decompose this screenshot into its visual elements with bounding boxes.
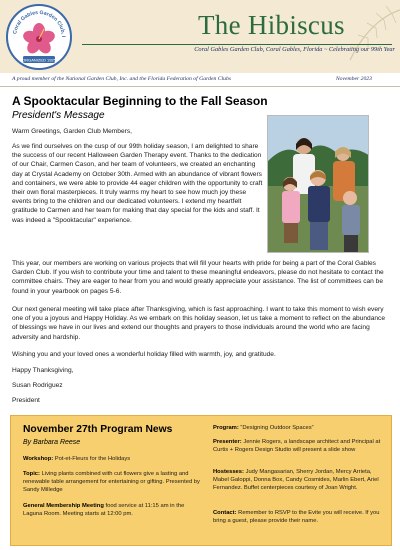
masthead-rule <box>82 44 392 45</box>
hibiscus-logo-icon <box>8 6 70 68</box>
presenter-section: Presenter: Jennie Rogers, a landscape architect and Principal at Curtis + Rogers Design Studio will present a slide show <box>213 439 381 453</box>
signature-role: President <box>12 397 40 404</box>
article-subhead: President's Message <box>12 110 105 121</box>
paragraph-3: Our next general meeting will take place after Thanksgiving, which is fast approaching. I want to take this moment to wish every one of you a joyous and Happy Holiday. As we embark on this holiday season, let us take a moment to reflect on the abundance of blessings we have in our lives and extend our thoughts and prayers to those individuals around the world who are facing adversity and hardship. <box>12 306 386 341</box>
newsletter-title: The Hibiscus <box>198 10 345 40</box>
paragraph-2: This year, our members are working on various projects that will fill your hearts with pride for being a part of the Coral Gables Garden Club. If you wish to contribute your time and talent to these meaningful endeavors, please do not hesitate to contact the committee chairs. They are eager to hear from you and would greatly appreciate your assistance. The list of committees can be found in your yearbook on pages 5-6. <box>12 260 384 295</box>
svg-text:ORGANIZED 1925: ORGANIZED 1925 <box>22 57 56 63</box>
masthead <box>0 0 400 74</box>
contact-section: Contact: Remember to RSVP to the Evite you will receive. If you bring a guest, please provide their name. <box>213 510 380 524</box>
event-photo <box>267 115 369 253</box>
program-title: November 27th Program News <box>23 424 173 435</box>
closing: Happy Thanksgiving, <box>12 367 74 374</box>
greeting: Warm Greetings, Garden Club Members, <box>12 128 132 135</box>
volunteers-photo-image <box>268 116 369 253</box>
club-logo <box>6 4 72 70</box>
membership-line: A proud member of the National Garden Club, Inc. and the Florida Federation of Garden Clubs <box>12 76 232 82</box>
paragraph-4: Wishing you and your loved ones a wonderful holiday filled with warmth, joy, and gratitude. <box>12 351 276 358</box>
paragraph-1: As we find ourselves on the cusp of our 99th holiday season, I am delighted to share the success of our recent Halloween Garden Therapy event. Thanks to the dedication of our Chair, Carmen Cason, and her team of volunteers, we created an enchanting day at Crystal Academy on October 30th. Armed with an abundance of vibrant flowers and containers, we were able to provide 44 eager children with the opportunity to craft their own floral masterpieces. It truly warms my heart to see how much joy these events bring to the children and our dedicated volunteers. I extend my heartfelt gratitude to Carmen and her team for making that day special for the kids and staff. It was indeed a "Spooktacular" experience. <box>12 143 263 224</box>
masthead-tagline: Coral Gables Garden Club, Coral Gables, Florida ~ Celebrating our 99th Year <box>194 46 395 53</box>
article-headline: A Spooktacular Beginning to the Fall Season <box>12 94 268 108</box>
svg-text:Coral Gables Garden Club, Inc.: Coral Gables Garden Club, I <box>12 9 67 38</box>
issue-date: November 2023 <box>335 76 372 82</box>
hostesses-section: Hostesses: Judy Mangasarian, Sherry Jordan, Mercy Arrieta, Mabel Galoppi, Donna Box, Candy Cosmides, Marlin Ebert, Ariel Fernandez. Buffet centerpieces courtesy of Joan Wright. <box>213 469 379 491</box>
topic-section: Topic: Living plants combined with cut flowers give a lasting and renewable table arrangement for entertaining or gifting. Presented by Sandy Milledge <box>23 471 200 493</box>
program-byline: By Barbara Reese <box>23 439 81 446</box>
meeting-section: General Membership Meeting food service at 11:15 am in the Laguna Room. Meeting starts at 12:00 pm. <box>23 503 185 517</box>
workshop-section: Workshop: Pot-et-Fleurs for the Holidays <box>23 456 131 462</box>
program-section: Program: “Designing Outdoor Spaces” <box>213 425 314 431</box>
membership-bar <box>0 73 400 87</box>
signature: Susan Rodriguez <box>12 382 63 389</box>
program-news-box <box>10 415 392 546</box>
